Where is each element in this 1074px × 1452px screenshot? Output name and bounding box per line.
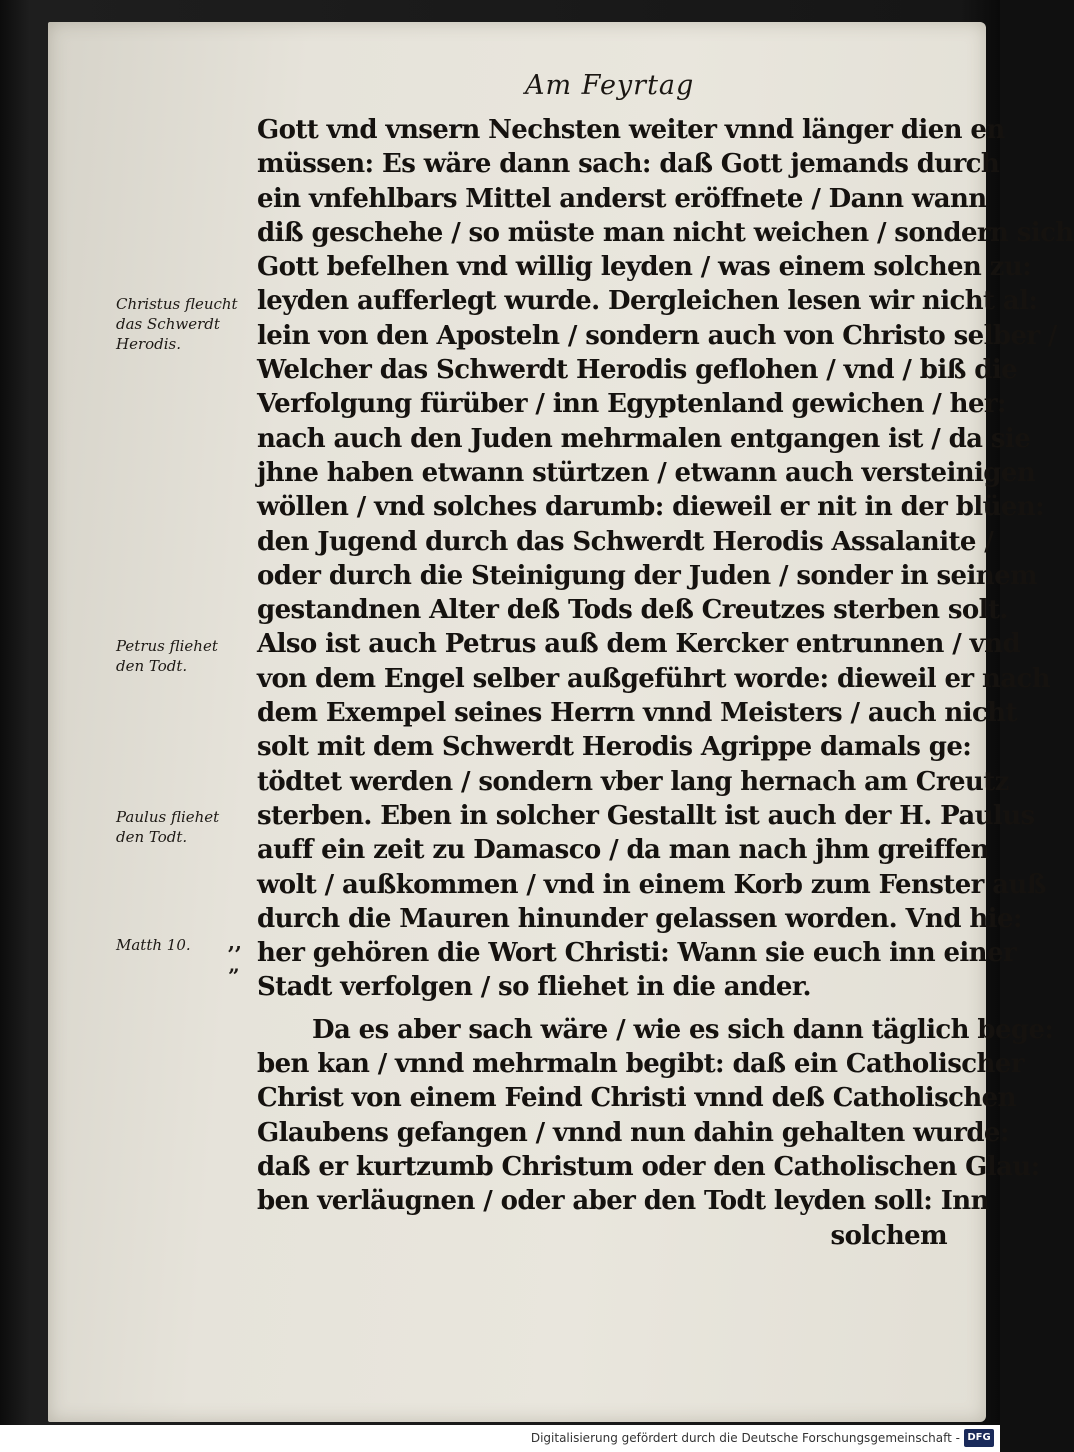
text-line: solt mit dem Schwerdt Herodis Agrippe damals ge: [257,732,972,763]
margin-note-christus [116,294,256,354]
margin-note-line: den Todt. [116,828,188,846]
margin-note-line: Christus fleucht [116,295,238,313]
text-line: jhne haben etwann stürtzen / etwann auch versteinigen [257,457,1036,488]
text-line: Gott vnd vnsern Nechsten weiter vnnd länger dien en [257,115,1005,145]
margin-note-line: Herodis. [116,335,182,353]
text-line: auff ein zeit zu Damasco / da man nach jhm greiffen [257,835,989,866]
margin-note-line: das Schwerdt [116,315,220,333]
text-line: leyden aufferlegt wurde. Dergleichen lesen wir nicht al: [257,286,1038,317]
margin-note-line: den Todt. [116,657,188,675]
text-line: nach auch den Juden mehrmalen entgangen ist / da sie [257,423,1031,454]
text-line: Also ist auch Petrus auß dem Kercker entrunnen / vnd [257,629,1021,660]
text-line: wolt / außkommen / vnd in einem Korb zum Fenster auß [257,869,1046,900]
text-line: oder durch die Steinigung der Juden / sonder in seinem [257,560,1037,591]
text-line: ben kan / vnnd mehrmaln begibt: daß ein Catholischer [257,1049,1024,1080]
quote-mark: ,, [228,930,242,954]
text-line: Christ von einem Feind Christi vnnd deß Catholischen [257,1083,1016,1114]
text-line: durch die Mauren hinunder gelassen worden. Vnd hie: [257,903,1022,934]
text-line: her gehören die Wort Christi: Wann sie euch inn einer [257,938,1017,969]
text-line: den Jugend durch das Schwerdt Herodis Assalanite / [257,526,994,557]
footer-credit: Digitalisierung gefördert durch die Deutsche Forschungsgemeinschaft - [530,1431,960,1445]
footer-bar [0,1425,1000,1452]
text-line: diß geschehe / so müste man nicht weichen / sondern sich [257,217,1074,248]
text-line: wöllen / vnd solches darumb: dieweil er nit in der blüen: [257,492,1045,523]
running-head: Am Feyrtag [525,70,695,101]
text-line: tödtet werden / sondern vber lang hernach am Creutz [257,766,1009,797]
text-line: dem Exempel seines Herrn vnnd Meisters / auch nicht [257,698,1017,729]
text-line: Glaubens gefangen / vnnd nun dahin gehalten wurde: [257,1117,1009,1148]
text-line: lein von den Aposteln / sondern auch von Christo selber / [257,320,1057,351]
text-line: daß er kurtzumb Christum oder den Catholischen Glau: [257,1151,1040,1182]
text-line: sterben. Eben in solcher Gestallt ist auch der H. Paulus [257,800,1035,831]
text-line: Gott befelhen vnd willig leyden / was einem solchen zu: [257,252,1032,283]
catchword: solchem [830,1220,947,1251]
text-line: ein vnfehlbars Mittel anderst eröffnete / Dann wann [257,183,987,214]
text-line: ben verläugnen / oder aber den Todt leyden soll: Inn [257,1186,989,1217]
text-line: von dem Engel selber außgeführt worde: dieweil er nach [257,663,1051,694]
margin-note-line: Paulus fliehet [116,808,220,826]
margin-note-line: Matth 10. [116,936,191,954]
text-line: Welcher das Schwerdt Herodis geflohen / vnd / biß die [257,355,1018,386]
text-line: Stadt verfolgen / so fliehet in die ander. [257,972,811,1003]
text-line: müssen: Es wäre dann sach: daß Gott jemands durch [257,149,1000,180]
dfg-logo: DFG [964,1429,994,1447]
margin-note-petrus [116,636,256,676]
text-line: Verfolgung fürüber / inn Egyptenland gewichen / her: [257,389,1006,420]
text-line: gestandnen Alter deß Tods deß Creutzes sterben solt. [257,595,1008,626]
text-line: Da es aber sach wäre / wie es sich dann täglich bege: [312,1014,1054,1045]
body-text [257,113,1074,1253]
margin-note-line: Petrus fliehet [116,637,218,655]
margin-note-paulus [116,807,256,847]
quote-mark: ” [228,964,240,988]
